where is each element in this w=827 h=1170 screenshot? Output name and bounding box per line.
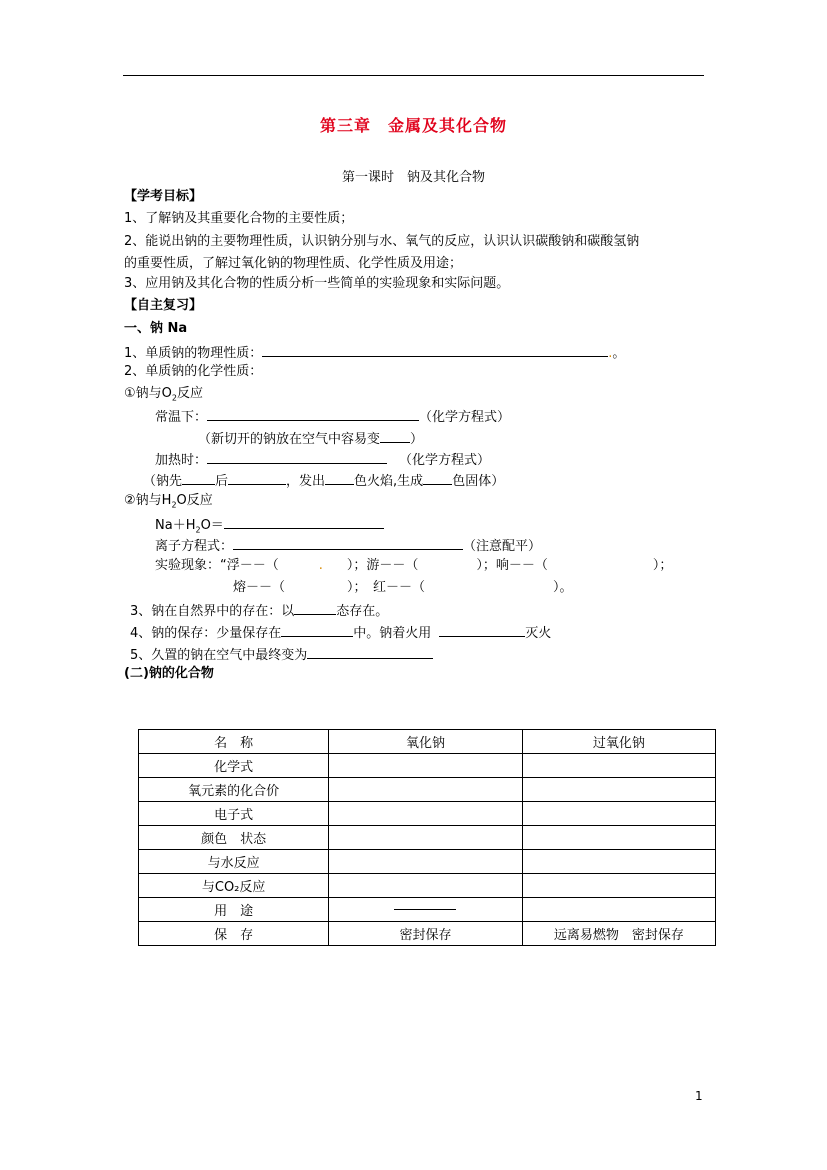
row-label: 用 途	[139, 898, 329, 922]
table-header-cell: 过氧化钠	[522, 730, 715, 754]
table-row	[139, 754, 716, 778]
table-cell[interactable]	[329, 850, 522, 874]
header-rule	[123, 75, 704, 76]
question-final-state: 5、久置的钠在空气中最终变为	[130, 644, 433, 665]
question-storage: 4、钠的保存：少量保存在 中。钠着火用 灭火	[130, 622, 551, 643]
question-chemical: 2、单质钠的化学性质：	[124, 364, 263, 379]
goal-item: 1、了解钠及其重要化合物的主要性质；	[124, 211, 354, 226]
table-row	[139, 778, 716, 802]
page-number: 1	[695, 1089, 703, 1103]
compounds-table	[138, 729, 716, 946]
question-physical: 1、单质钠的物理性质： .。	[124, 342, 625, 363]
table-row	[139, 850, 716, 874]
row-label: 与CO₂反应	[139, 874, 329, 898]
table-cell: 远离易燃物 密封保存	[522, 922, 715, 946]
phenomenon-line-1: 实验现象：“浮－－（ . ）；游－－（ ）；响－－（ ）；	[155, 558, 673, 573]
normal-temp-line: 常温下： （化学方程式）	[155, 406, 510, 427]
answer-blank[interactable]	[228, 470, 286, 485]
row-label: 化学式	[139, 754, 329, 778]
answer-blank[interactable]	[233, 535, 463, 550]
heating-line: 加热时： （化学方程式）	[155, 449, 490, 470]
section-sodium: 一、钠 Na	[124, 321, 188, 336]
table-row	[139, 826, 716, 850]
table-header-cell: 名 称	[139, 730, 329, 754]
table-cell[interactable]	[329, 778, 522, 802]
table-cell[interactable]	[329, 754, 522, 778]
answer-blank[interactable]	[294, 600, 336, 615]
table-cell[interactable]	[522, 898, 715, 922]
table-cell[interactable]	[522, 802, 715, 826]
phenomenon-line-2: 熔－－（ ）； 红－－（ ）。	[233, 580, 573, 595]
section-compounds: (二)钠的化合物	[124, 666, 214, 681]
table-cell[interactable]	[329, 898, 522, 922]
answer-blank[interactable]	[307, 644, 433, 659]
table-cell[interactable]	[522, 850, 715, 874]
row-label: 氧元素的化合价	[139, 778, 329, 802]
table-cell: 密封保存	[329, 922, 522, 946]
table-cell[interactable]	[522, 826, 715, 850]
not-applicable-dash	[394, 909, 456, 910]
row-label: 保 存	[139, 922, 329, 946]
table-row	[139, 802, 716, 826]
h2o-reaction-title: ②钠与$H_2O$反应	[124, 493, 213, 510]
o2-reaction-title: ①钠与$O_2$反应	[124, 386, 203, 403]
row-label: 颜色 状态	[139, 826, 329, 850]
na-h2o-equation: $Na+H_2O=$	[155, 514, 384, 540]
answer-blank[interactable]	[325, 470, 354, 485]
answer-blank[interactable]	[182, 470, 215, 485]
goals-heading: 【学考目标】	[124, 189, 203, 204]
row-label: 电子式	[139, 802, 329, 826]
answer-blank[interactable]	[207, 449, 387, 464]
row-label: 与水反应	[139, 850, 329, 874]
answer-blank[interactable]	[224, 514, 384, 529]
heating-phenomenon-line: （钠先 后 ，发出 色火焰,生成 色固体）	[143, 470, 504, 491]
table-cell[interactable]	[522, 754, 715, 778]
question-existence: 3、钠在自然界中的存在：以 态存在。	[130, 600, 388, 621]
chapter-title: 第三章 金属及其化合物	[319, 116, 507, 135]
table-row	[139, 898, 716, 922]
ionic-equation-line: 离子方程式： （注意配平）	[155, 535, 541, 556]
goal-item: 2、能说出钠的主要物理性质，认识钠分别与水、氧气的反应，认识认识碳酸钠和碳酸氢钠	[124, 234, 640, 249]
answer-blank[interactable]	[281, 622, 353, 637]
table-cell[interactable]	[522, 874, 715, 898]
goal-item: 的重要性质，了解过氧化钠的物理性质、化学性质及用途；	[124, 256, 463, 271]
table-row	[139, 874, 716, 898]
table-cell[interactable]	[329, 874, 522, 898]
answer-blank[interactable]	[262, 342, 608, 357]
table-header-cell: 氧化钠	[329, 730, 522, 754]
table-row	[139, 922, 716, 946]
table-cell[interactable]	[522, 778, 715, 802]
review-heading: 【自主复习】	[124, 298, 203, 313]
answer-blank[interactable]	[439, 622, 525, 637]
answer-blank[interactable]	[207, 406, 419, 421]
answer-blank[interactable]	[380, 428, 410, 443]
table-cell[interactable]	[329, 802, 522, 826]
table-header-row	[139, 730, 716, 754]
goal-item: 3、应用钠及其化合物的性质分析一些简单的实验现象和实际问题。	[124, 276, 510, 291]
fresh-cut-line: （新切开的钠放在空气中容易变 ）	[198, 428, 423, 449]
lesson-subtitle: 第一课时 钠及其化合物	[341, 170, 485, 185]
table-cell[interactable]	[329, 826, 522, 850]
answer-blank[interactable]	[423, 470, 452, 485]
